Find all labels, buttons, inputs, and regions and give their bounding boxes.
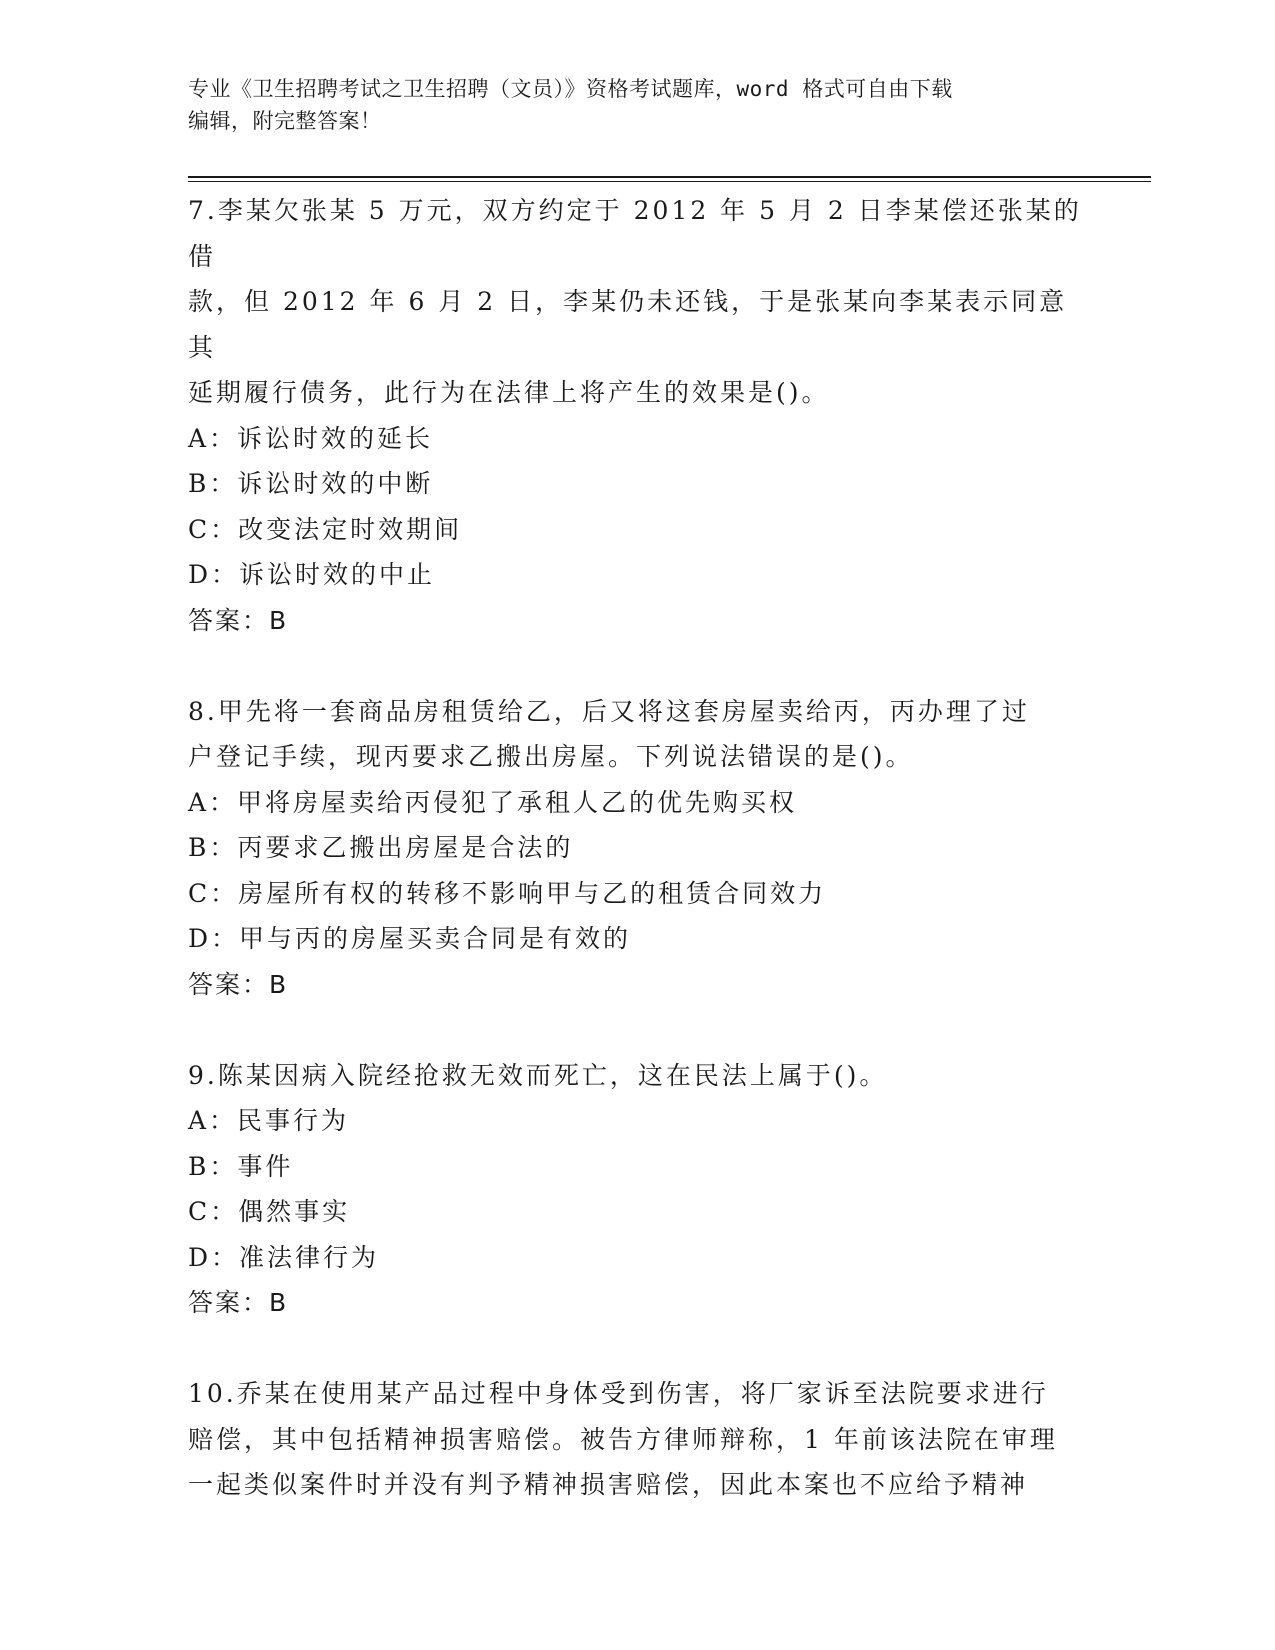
question-stem-line: 延期履行债务，此行为在法律上将产生的效果是()。 [188, 378, 830, 407]
option-a: A：民事行为 [188, 1106, 350, 1135]
option-d: D：甲与丙的房屋买卖合同是有效的 [188, 924, 632, 953]
answer-line: 答案：B [188, 605, 289, 635]
header-divider-thick [188, 176, 1151, 178]
question-9 [188, 1053, 1088, 1326]
question-8 [188, 689, 1088, 1008]
question-7 [188, 188, 1088, 643]
answer-line: 答案：B [188, 969, 289, 999]
question-stem-line: 赔偿，其中包括精神损害赔偿。被告方律师辩称，1 年前该法院在审理 [188, 1424, 1058, 1454]
answer-line: 答案：B [188, 1288, 289, 1317]
option-d: D：诉讼时效的中止 [188, 560, 436, 589]
header-divider-thin [188, 181, 1151, 182]
question-stem-line: 一起类似案件时并没有判予精神损害赔偿，因此本案也不应给予精神 [188, 1470, 1029, 1499]
question-spacer [188, 643, 1088, 689]
document-header [188, 73, 1088, 137]
question-stem-line: 款，但 2012 年 6 月 2 日，李某仍未还钱，于是张某向李某表示同意其 [188, 287, 1068, 362]
option-c: C：偶然事实 [188, 1197, 351, 1226]
option-b: B：诉讼时效的中断 [188, 469, 434, 498]
option-d: D：准法律行为 [188, 1242, 380, 1272]
question-stem-line: 户登记手续，现丙要求乙搬出房屋。下列说法错误的是()。 [188, 742, 914, 771]
header-line-1: 专业《卫生招聘考试之卫生招聘（文员）》资格考试题库，word 格式可自由下载 [188, 77, 953, 101]
question-stem-line: 9.陈某因病入院经抢救无效而死亡，这在民法上属于()。 [188, 1060, 888, 1090]
question-spacer [188, 1326, 1088, 1372]
question-list [188, 188, 1088, 1508]
question-stem-line: 10.乔某在使用某产品过程中身体受到伤害，将厂家诉至法院要求进行 [188, 1379, 1049, 1408]
option-c: C：房屋所有权的转移不影响甲与乙的租赁合同效力 [188, 878, 827, 908]
option-b: B：丙要求乙搬出房屋是合法的 [188, 833, 574, 862]
question-10 [188, 1371, 1088, 1508]
header-line-2: 编辑，附完整答案！ [188, 109, 382, 133]
question-stem-line: 8.甲先将一套商品房租赁给乙，后又将这套房屋卖给丙，丙办理了过 [188, 696, 1030, 726]
option-a: A：甲将房屋卖给丙侵犯了承租人乙的优先购买权 [188, 787, 798, 817]
option-b: B：事件 [188, 1151, 294, 1181]
option-a: A：诉讼时效的延长 [188, 423, 434, 453]
question-spacer [188, 1007, 1088, 1053]
question-stem-line: 7.李某欠张某 5 万元，双方约定于 2012 年 5 月 2 日李某偿还张某的借 [188, 196, 1082, 271]
option-c: C：改变法定时效期间 [188, 514, 463, 544]
